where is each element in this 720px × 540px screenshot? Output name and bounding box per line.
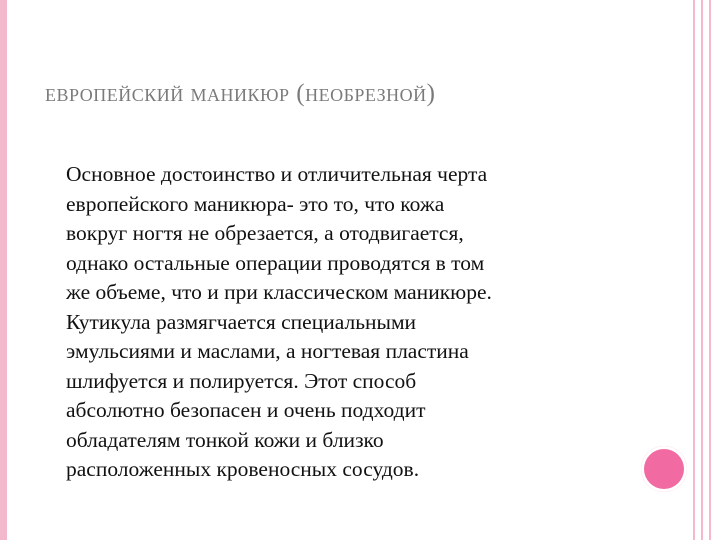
right-decor-line-3 bbox=[709, 0, 711, 540]
slide-body bbox=[66, 160, 626, 485]
body-line: абсолютно безопасен и очень подходит bbox=[66, 398, 426, 422]
body-line: шлифуется и полируется. Этот способ bbox=[66, 368, 417, 393]
right-decor-line-1 bbox=[693, 0, 695, 540]
body-line: обладателям тонкой кожи и близко bbox=[66, 427, 384, 452]
slide-title bbox=[45, 80, 645, 108]
slide-title-text: европейский маникюр (необрезной) bbox=[45, 80, 436, 107]
body-line: эмульсиями и маслами, а ногтевая пластина bbox=[66, 339, 469, 363]
decorative-pink-dot bbox=[641, 446, 687, 492]
left-border-stripe bbox=[0, 0, 7, 540]
body-line: расположенных кровеносных сосудов. bbox=[66, 457, 420, 481]
body-line: же объеме, что и при классическом маникюре. bbox=[66, 280, 492, 304]
body-line: Основное достоинство и отличительная черта bbox=[66, 162, 488, 186]
body-line: европейского маникюра- это то, что кожа bbox=[66, 191, 445, 216]
body-line: Кутикула размягчается специальными bbox=[66, 309, 417, 334]
right-decor-line-2 bbox=[701, 0, 703, 540]
body-line: однако остальные операции проводятся в том bbox=[66, 250, 485, 275]
body-line: вокруг ногтя не обрезается, а отодвигается, bbox=[66, 221, 464, 245]
